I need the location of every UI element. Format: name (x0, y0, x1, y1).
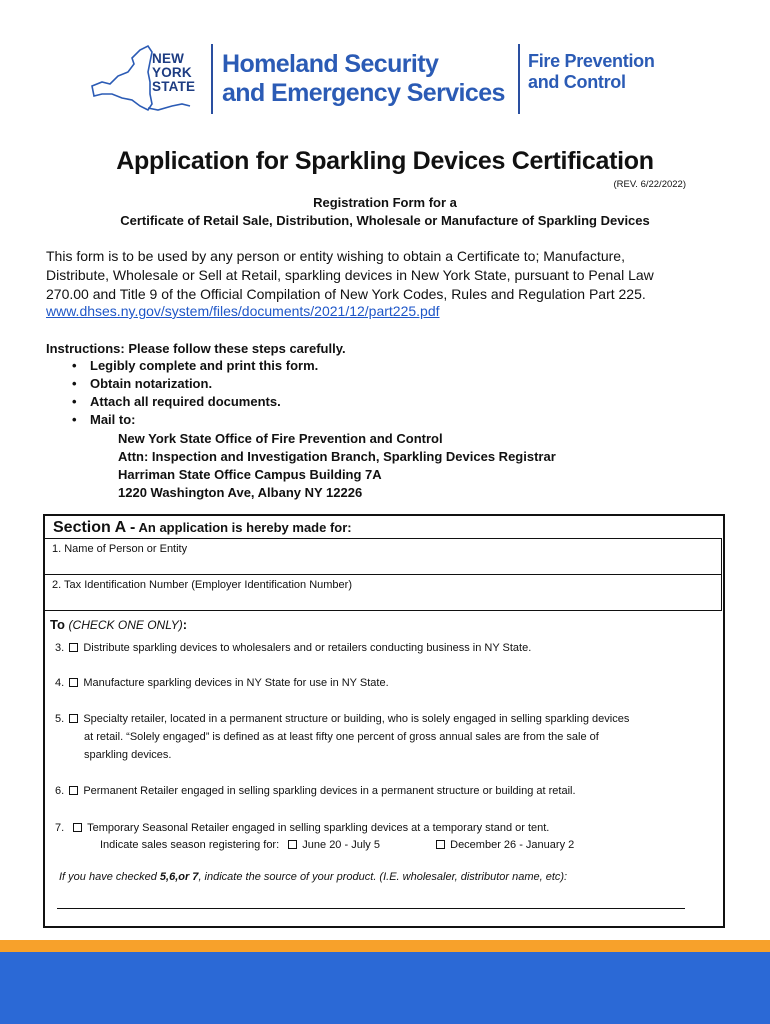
season-june-checkbox[interactable] (288, 840, 297, 849)
instructions-heading: Instructions: Please follow these steps carefully. (46, 341, 346, 356)
list-item: • Legibly complete and print this form. (72, 357, 318, 375)
new-york-state-wordmark: NEW YORK STATE (152, 51, 196, 94)
regulation-link[interactable]: www.dhses.ny.gov/system/files/documents/2021/12/part225.pdf (46, 303, 440, 319)
tax-id-field-label: 2. Tax Identification Number (Employer Identification Number) (52, 579, 352, 591)
check-one-heading: To (CHECK ONE ONLY): (50, 617, 188, 632)
intro-paragraph: This form is to be used by any person or entity wishing to obtain a Certificate to; Manufacture, Distribute, Wholesale or Sell at Retail, sparkling devices in New York State, pursuant to Penal Law 270.00 and Title 9 of the Official Compilation of New York Codes, Rules and Regulation Part 225. (46, 248, 654, 302)
subtitle: Registration Form for a (313, 195, 457, 210)
subtitle: Certificate of Retail Sale, Distribution, Wholesale or Manufacture of Sparkling Devices (120, 213, 650, 228)
name-field-label: 1. Name of Person or Entity (52, 543, 188, 555)
page-title: Application for Sparkling Devices Certification (116, 147, 654, 175)
instruction-steps (72, 357, 318, 429)
name-field[interactable] (45, 538, 722, 574)
distribute-checkbox[interactable] (69, 643, 78, 652)
temporary-retailer-checkbox[interactable] (73, 823, 82, 832)
product-source-input[interactable] (57, 893, 685, 909)
list-item: • Attach all required documents. (72, 393, 318, 411)
option-manufacture: 4. Manufacture sparkling devices in NY State for use in NY State. (55, 677, 389, 689)
option-permanent-retailer: 6. Permanent Retailer engaged in selling sparkling devices in a permanent structure or building at retail. (55, 785, 576, 797)
agency-name: Homeland Security and Emergency Services (222, 50, 505, 107)
tax-id-field[interactable] (45, 574, 722, 610)
list-item: • Mail to: (72, 411, 318, 429)
permanent-retailer-checkbox[interactable] (69, 786, 78, 795)
footer-accent-band (0, 940, 770, 952)
section-a-form (43, 514, 725, 928)
section-a-heading: Section A - An application is hereby made for: (53, 519, 352, 536)
option-specialty-retailer: 5. Specialty retailer, located in a permanent structure or building, who is solely engaged in selling sparkling devices at retail. “Solely engaged” is defined as at least fifty one percent of gross annual sales are from the sale of sparkling devices. (55, 713, 630, 761)
logo-divider (211, 44, 213, 114)
list-item: • Obtain notarization. (72, 375, 318, 393)
season-december-checkbox[interactable] (436, 840, 445, 849)
division-name: Fire Prevention and Control (528, 51, 655, 92)
manufacture-checkbox[interactable] (69, 678, 78, 687)
option-temporary-retailer: 7. Temporary Seasonal Retailer engaged in selling sparkling devices at a temporary stand or tent. (55, 822, 550, 834)
sales-season-row: Indicate sales season registering for: June 20 - July 5 December 26 - January 2 (100, 839, 575, 851)
specialty-retailer-checkbox[interactable] (69, 714, 78, 723)
option-distribute: 3. Distribute sparkling devices to wholesalers and or retailers conducting business in NY State. (55, 642, 532, 654)
mailing-address: New York State Office of Fire Prevention and Control Attn: Inspection and Investigation Branch, Sparkling Devices Registrar Harriman State Office Campus Building 7A 1220 Washington Ave, Albany NY 12226 (118, 431, 556, 500)
certificate-type-group (45, 610, 722, 926)
product-source-note: If you have checked 5,6,or 7, indicate the source of your product. (I.E. wholesaler, distributor name, etc): (59, 871, 568, 883)
logo-divider (518, 44, 520, 114)
footer-band (0, 952, 770, 1024)
revision-date: (REV. 6/22/2022) (613, 179, 686, 190)
